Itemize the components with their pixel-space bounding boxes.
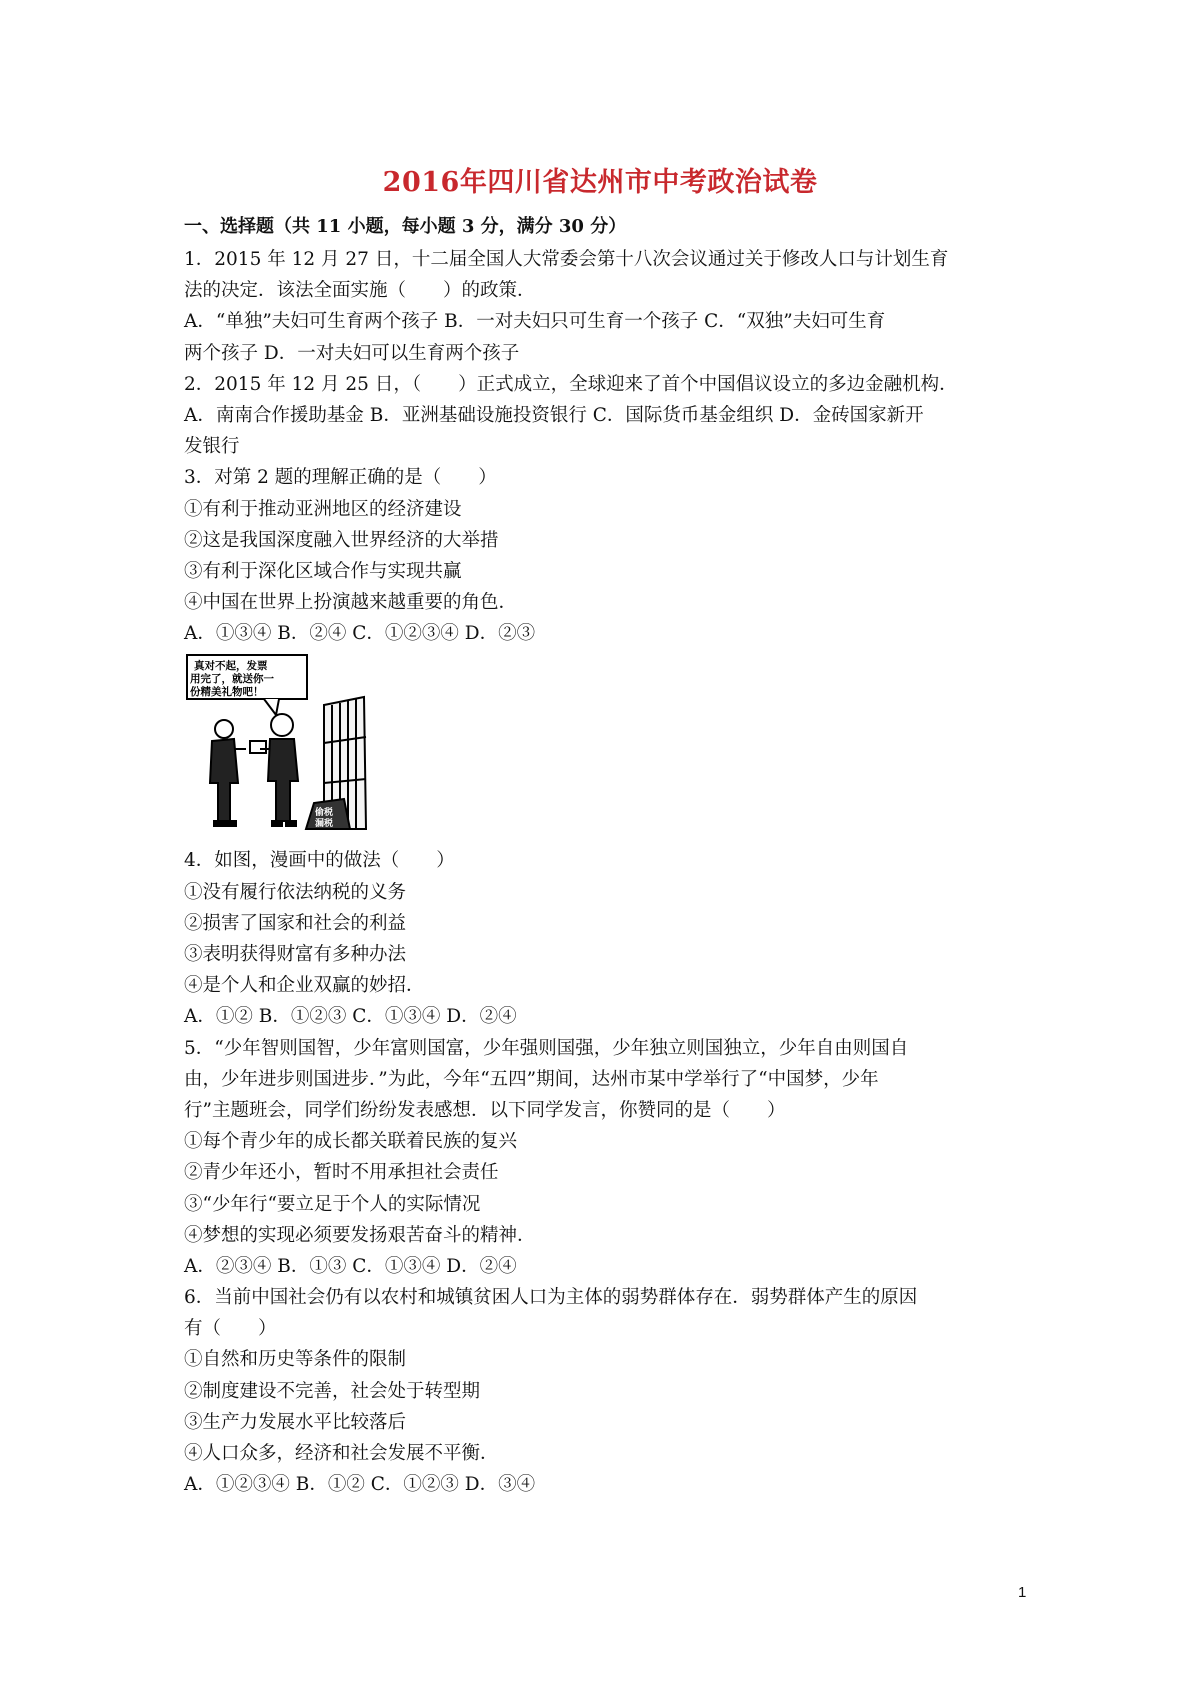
text-line: 两个孩子 D．一对夫妇可以生育两个孩子 [184,342,520,364]
text-line: A．②③④ B．①③ C．①③④ D．②④ [184,1255,517,1277]
questions-top [184,244,1024,649]
sign-text-line: 偷税 [315,808,334,819]
text-line: A．①②③④ B．①② C．①②③ D．③④ [184,1474,536,1496]
text-line: A．“单独”夫妇可生育两个孩子 B．一对夫妇只可生育一个孩子 C．“双独”夫妇可生育 [184,311,886,333]
page-title: 2016年四川省达州市中考政治试卷 [382,167,818,198]
text-line: ②这是我国深度融入世界经济的大举措 [184,529,499,551]
text-line: 发银行 [184,436,240,458]
speech-text-line: 真对不起，发票 [194,660,268,673]
text-line: ④是个人和企业双赢的妙招． [184,975,425,997]
text-line: A．①② B．①②③ C．①③④ D．②④ [184,1006,517,1028]
questions-body [184,244,1024,1500]
text-line: 有（ ） [184,1318,277,1340]
sign-text-line: 漏税 [315,819,334,830]
text-line: 1．2015 年 12 月 27 日，十二届全国人大常委会第十八次会议通过关于修改人口与计划生育 [184,249,949,270]
text-line: A．南南合作援助基金 B．亚洲基础设施投资银行 C．国际货币基金组织 D．金砖国家新开 [184,404,924,426]
text-line: ②损害了国家和社会的利益 [184,912,407,934]
text-line: ④人口众多，经济和社会发展不平衡． [184,1443,499,1464]
text-line: ④中国在世界上扮演越来越重要的角色． [184,592,518,614]
text-line: 法的决定．该法全面实施（ ）的政策． [184,280,536,302]
text-line: 5．“少年智则国智，少年富则国富，少年强则国强，少年独立则国独立，少年自由则国自 [184,1037,909,1059]
section-heading: 一、选择题（共 11 小题，每小题 3 分，满分 30 分） [184,216,627,237]
text-line: 6．当前中国社会仍有以农村和城镇贫困人口为主体的弱势群体存在．弱势群体产生的原因 [184,1287,918,1309]
text-line: 2．2015 年 12 月 25 日，（ ）正式成立，全球迎来了首个中国倡议设立的多边金融机构． [184,373,958,395]
text-line: ①每个青少年的成长都关联着民族的复兴 [184,1131,518,1153]
tax-evasion-cartoon [184,653,369,839]
text-line: 由，少年进步则国进步．”为此，今年“五四”期间，达州市某中学举行了“中国梦，少年 [184,1068,879,1090]
page-number: 1 [1018,1584,1027,1601]
text-line: 4．如图，漫画中的做法（ ） [184,850,455,872]
questions-bottom [184,845,1024,1500]
text-line: ④梦想的实现必须要发扬艰苦奋斗的精神． [184,1224,536,1246]
text-line: ③“少年行“要立足于个人的实际情况 [184,1193,481,1215]
text-line: 3．对第 2 题的理解正确的是（ ） [184,467,497,489]
shopkeeper-figure [250,714,298,826]
text-line: ③生产力发展水平比较落后 [184,1411,407,1433]
text-line: ②青少年还小，暂时不用承担社会责任 [184,1162,499,1184]
speech-text-line: 份精美礼物吧！ [190,686,264,699]
text-line: ③表明获得财富有多种办法 [184,944,407,965]
text-line: A．①③④ B．②④ C．①②③④ D．②③ [184,623,536,645]
text-line: ①有利于推动亚洲地区的经济建设 [184,498,462,520]
text-line: 行”主题班会，同学们纷纷发表感想．以下同学发言，你赞同的是（ ） [184,1099,786,1121]
text-line: ①自然和历史等条件的限制 [184,1349,407,1371]
text-line: ③有利于深化区域合作与实现共赢 [184,560,462,582]
customer-figure [210,720,246,826]
text-line: ②制度建设不完善，社会处于转型期 [184,1380,481,1402]
speech-text-line: 用完了，就送你一 [190,673,274,686]
text-line: ①没有履行依法纳税的义务 [184,881,407,903]
